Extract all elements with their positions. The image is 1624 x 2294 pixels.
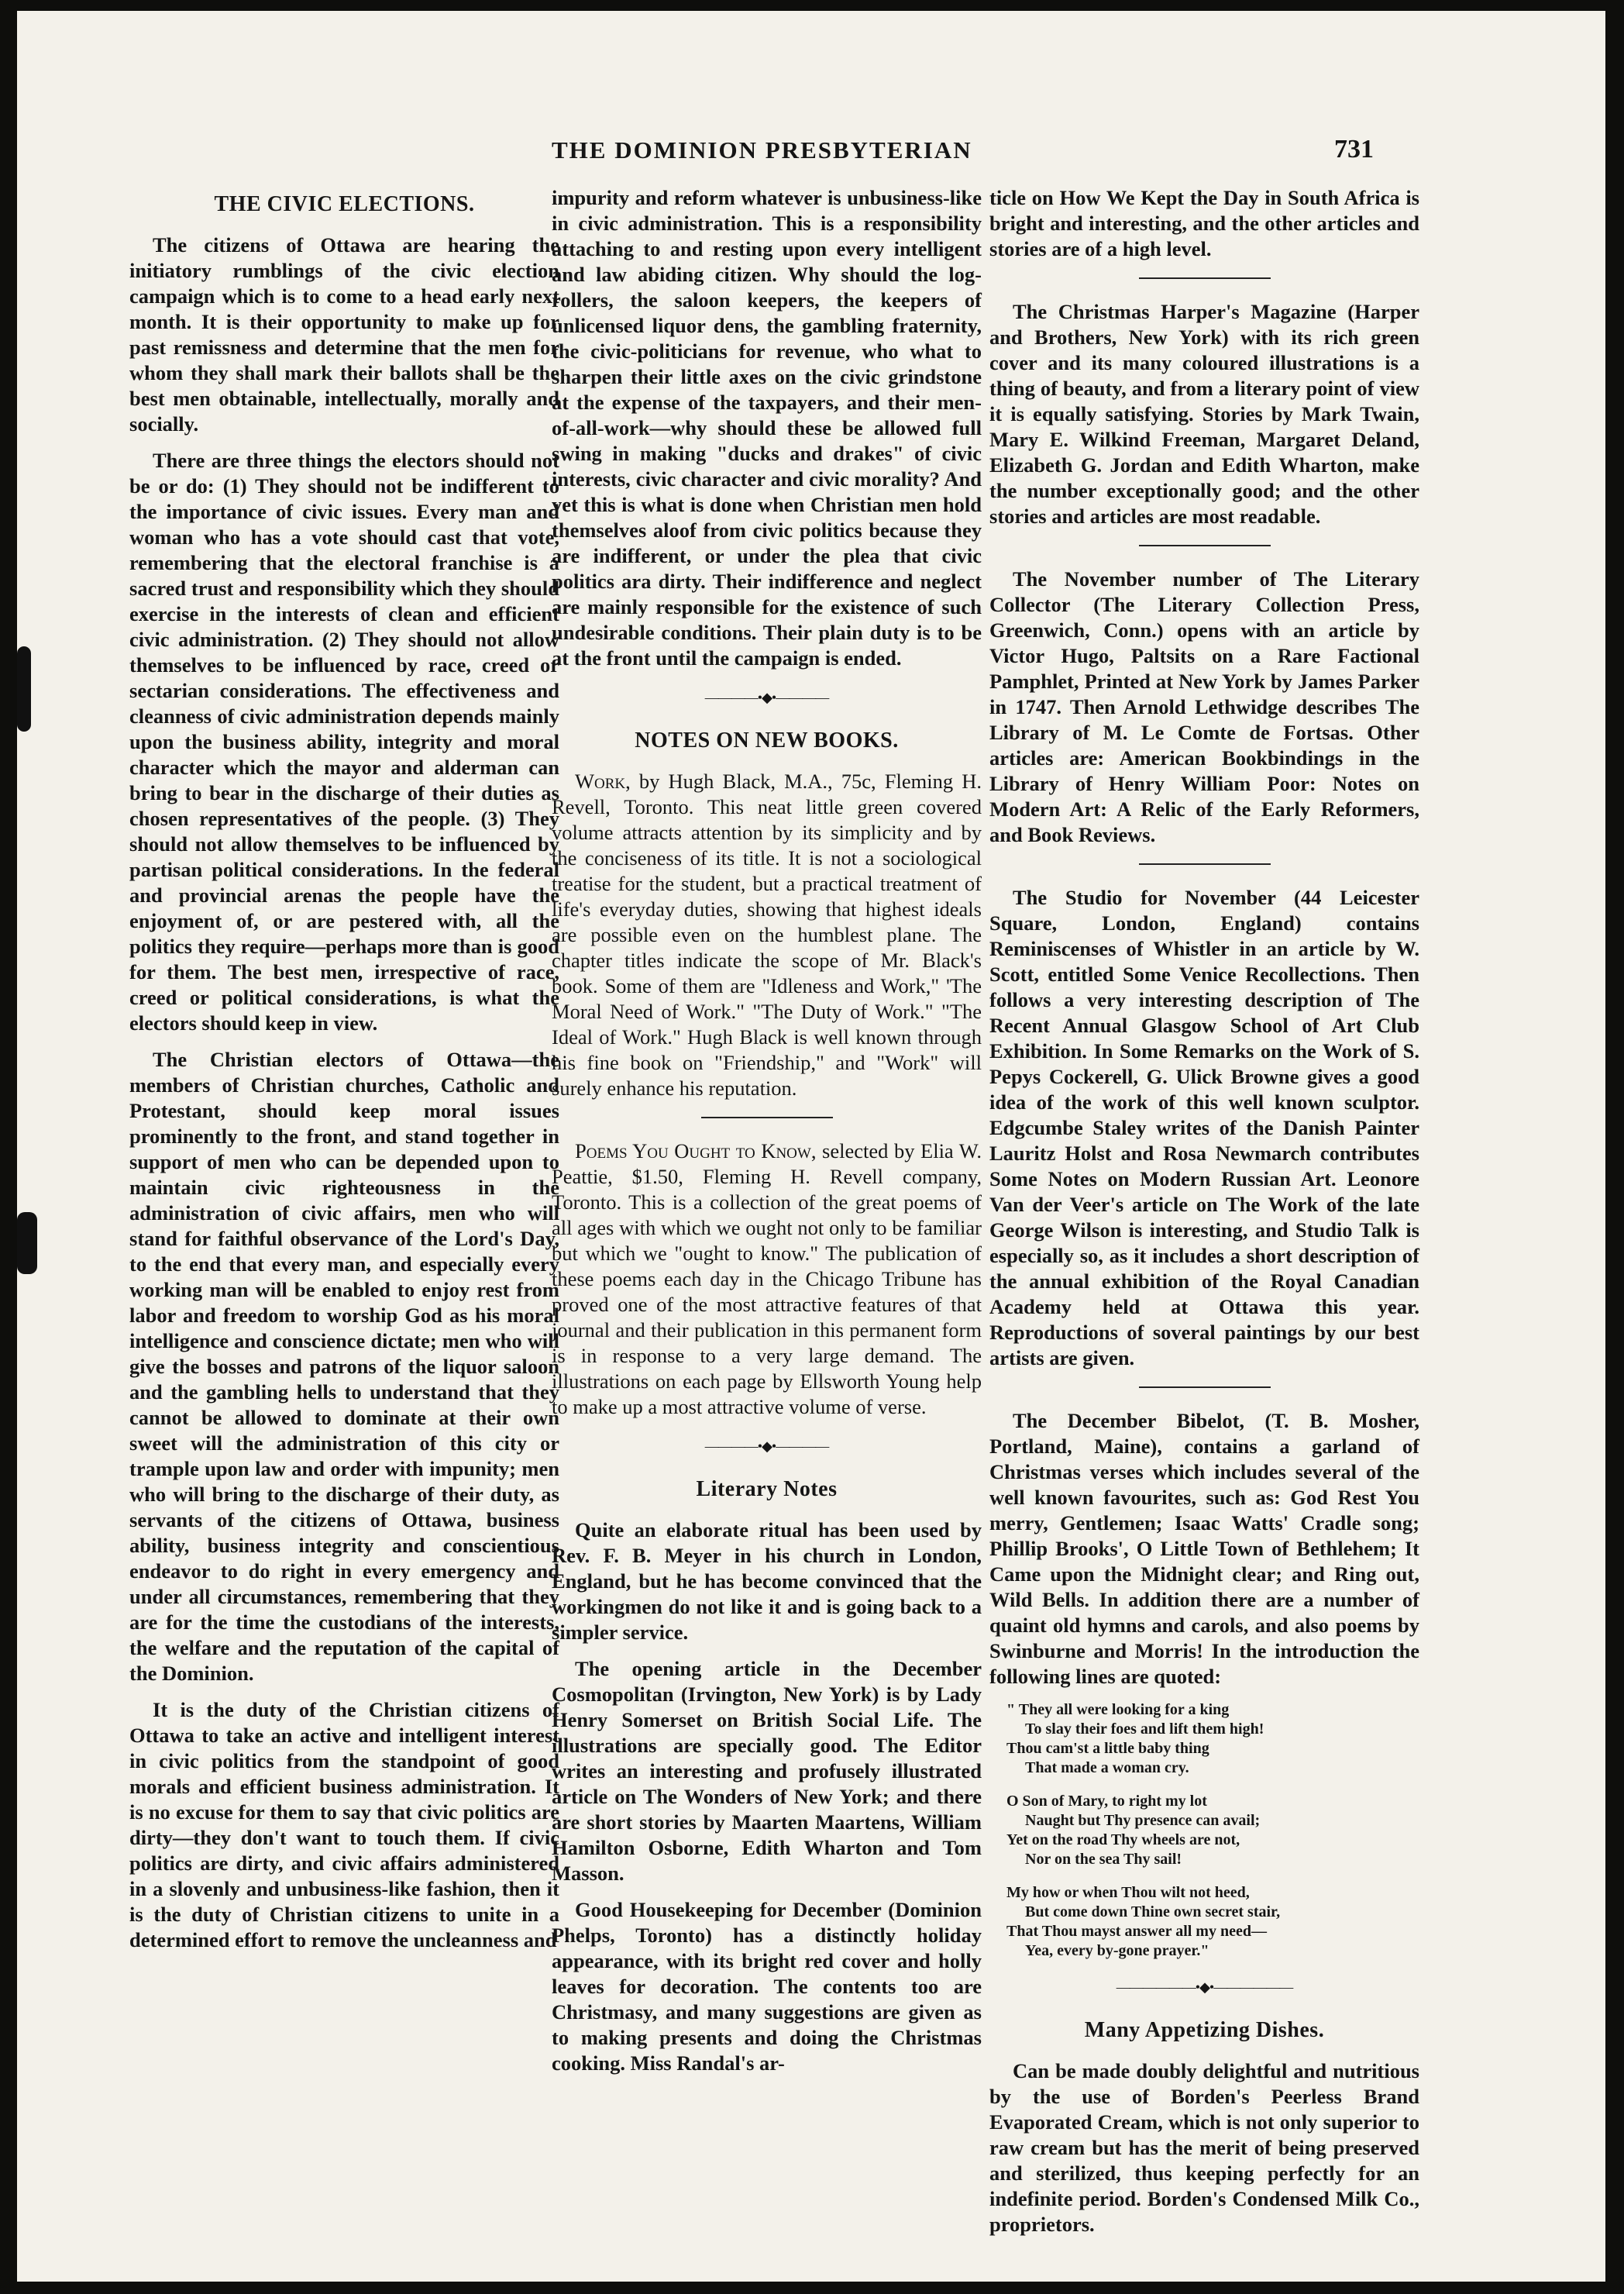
- divider-rule: [701, 1117, 833, 1118]
- magazine-note-bibelot: The December Bibelot, (T. B. Mosher, Portland, Maine), contains a garland of Christmas verses which includes several of the well known favourites, such as: God Rest You merry, Gentlemen; Isaac Watts' Cradle song; Phillip Brooks', O Little Town of Bethlehem; It Came upon the Midnight clear; and Ring out, Wild Bells. In addition there are a number of quaint old hymns and carols, and also poems by Swinburne and Morris! In the introduction the following lines are quoted:: [989, 1409, 1419, 1688]
- literary-note: Good Housekeeping for December (Dominion Phelps, Toronto) has a distinctly holiday appearance, with its bright red cover and holly leaves for decoration. The contents too are Christmasy, and many suggestions are given as to making presents and doing the Christmas cooking. Miss Randal's ar-: [552, 1898, 982, 2075]
- section-ornament: ——————•◆•——————: [1116, 1979, 1293, 1995]
- magazine-note-harpers: The Christmas Harper's Magazine (Harper and Brothers, New York) with its rich green cover and its many coloured illustrations is a thing of beauty, and from a literary point of view it is equally satisfying. Stories by Mark Twain, Mary E. Wilkind Freeman, Margaret Deland, Elizabeth G. Jordan and Edith Wharton, make the number exceptionally good; and the other stories and articles are most readable.: [989, 300, 1419, 528]
- poem-stanza: [1006, 1883, 1419, 1961]
- poem-line: Yet on the road Thy wheels are not,: [1006, 1831, 1240, 1848]
- column-magazine-notes: [989, 185, 1419, 2236]
- article-paragraph: The Christian electors of Ottawa—the members of Christian churches, Catholic and Protestant, should keep moral issues prominently to the front, and stand together in support of men who can be depended upon to maintain civic righteousness in the administration of civic affairs, men who will stand for faithful observance of the Lord's Day, to the end that every man, and especially every working man will be enabled to enjoy rest from labor and freedom to worship God as his moral intelligence and conscience dictate; men who will give the bosses and patrons of the liquor saloon and the gambling hells to understand that they cannot be allowed to dominate at their own sweet will the administration of this city or trample upon law and order with impunity; men who will bring to the discharge of their duty, as servants of the citizens of Ottawa, business ability, business integrity and conscientious endeavor to do right in every emergency and under all circumstances, remembering that they are for the time the custodians of the interests, the welfare and the reputation of the capital of the Dominion.: [129, 1048, 559, 1685]
- literary-note: Quite an elaborate ritual has been used by Rev. F. B. Meyer in his church in London, England, but he has become convinced that the workingmen do not like it and is going back to a simpler service.: [552, 1518, 982, 1644]
- poem-line: Naught but Thy presence can avail;: [1025, 1812, 1261, 1829]
- poem-line: " They all were looking for a king: [1006, 1701, 1230, 1718]
- section-heading-notes-on-new-books: NOTES ON NEW BOOKS.: [635, 728, 899, 753]
- poem-line: O Son of Mary, to right my lot: [1006, 1793, 1207, 1810]
- advertisement-text: Can be made doubly delightful and nutritious by the use of Borden's Peerless Brand Evaporated Cream, which is not only superior to raw cream but has the merit of being preserved and sterilized, thus keeping perfectly for an indefinite period. Borden's Condensed Milk Co., proprietors.: [989, 2059, 1419, 2236]
- poem-line: To slay their foes and lift them high!: [1025, 1720, 1264, 1738]
- magazine-note-literary-collector: The November number of The Literary Collector (The Literary Collection Press, Greenwich, Conn.) opens with an article by Victor Hugo, Paltsits on a Rare Factional Pamphlet, Printed at New York by James Parker in 1747. Then Arnold Lethwidge describes The Library of M. Le Comte de Fortsas. Other articles are: American Bookbindings in the Library of Henry William Poor: Notes on Modern Art: A Relic of the Early Reformers, and Book Reviews.: [989, 567, 1419, 846]
- book-review-text: selected by Elia W. Peattie, $1.50, Fleming H. Revell company, Toronto. This is a collection of the great poems of all ages with which we ought not only to be familiar but which we "ought to know." The publication of these poems each day in the Chicago Tribune has proved one of the most attractive features of that journal and their publication in this permanent form is in response to a very large demand. The illustrations on each page by Ellsworth Young help to make up a most attractive volume of verse.: [552, 1139, 982, 1418]
- book-title-poems: Poems You Ought to Know,: [575, 1139, 817, 1162]
- quoted-poem: [1006, 1700, 1419, 1961]
- poem-line: Thou cam'st a little baby thing: [1006, 1740, 1209, 1757]
- book-title-work: Work,: [575, 770, 631, 793]
- poem-line: That made a woman cry.: [1025, 1759, 1189, 1776]
- poem-line: But come down Thine own secret stair,: [1025, 1903, 1281, 1920]
- book-review-text: by Hugh Black, M.A., 75c, Fleming H. Revell, Toronto. This neat little green covered volume attracts attention by its simplicity and by the conciseness of its title. It is not a sociological treatise for the student, but a practical treatment of life's everyday duties, showing that highest ideals are possible even on the humblest plane. The chapter titles indicate the scope of Mr. Black's book. Some of them are "Idleness and Work," 'The Moral Need of Work." "The Duty of Work." "The Ideal of Work." Hugh Black is well known through his fine book on "Friendship," and "Work" will surely enhance his reputation.: [552, 770, 982, 1100]
- page-number: 731: [1334, 135, 1374, 164]
- note-continuation: ticle on How We Kept the Day in South Africa is bright and interesting, and the other articles and stories are of a high level.: [989, 186, 1419, 260]
- binding-mark-bottom: [17, 1212, 37, 1274]
- publication-title: THE DOMINION PRESBYTERIAN: [552, 136, 972, 164]
- column-notes-on-books: [552, 185, 982, 2169]
- ad-heading-appetizing-dishes: Many Appetizing Dishes.: [1084, 2018, 1325, 2042]
- binding-mark-top: [17, 646, 31, 732]
- literary-note: The opening article in the December Cosmopolitan (Irvington, New York) is by Lady Henry Somerset on British Social Life. The illustrations are specially good. The Editor writes an interesting and profusely illustrated article on The Wonders of New York; and there are short stories by Maarten Maartens, William Hamilton Osborne, Edith Wharton and Tom Masson.: [552, 1657, 982, 1885]
- article-paragraph: It is the duty of the Christian citizens of Ottawa to take an active and intelligent interest in civic politics from the standpoint of good morals and efficient business administration. It is no excuse for them to say that civic politics are dirty—they don't want to touch them. If civic politics are dirty, and civic affairs administered in a slovenly and unbusiness-like fashion, then it is the duty of Christian citizens to unite in a determined effort to remove the uncleanness and: [129, 1698, 559, 1951]
- newspaper-page: [17, 11, 1605, 2282]
- divider-rule: [1139, 1386, 1271, 1388]
- poem-line: Nor on the sea Thy sail!: [1025, 1851, 1182, 1868]
- poem-line: That Thou mayst answer all my need—: [1006, 1923, 1267, 1940]
- article-paragraph: The citizens of Ottawa are hearing the initiatory rumblings of the civic election campaign which is to come to a head early next month. It is their opportunity to make up for past remissness and determine that the men for whom they shall mark their ballots shall be the best men obtainable, intellectually, morally and socially.: [129, 233, 559, 436]
- poem-stanza: [1006, 1700, 1419, 1778]
- divider-rule: [1139, 545, 1271, 546]
- poem-line: Yea, every by-gone prayer.": [1025, 1942, 1209, 1959]
- section-ornament: ————•◆•————: [704, 690, 829, 705]
- article-paragraph: There are three things the electors should not be or do: (1) They should not be indifferent to the importance of civic issues. Every man and woman who has a vote should cast that vote, remembering that the electoral franchise is a sacred trust and responsibility which they should exercise in the interests of clean and efficient civic administration. (2) They should not allow themselves to be influenced by race, creed or sectarian considerations. The effectiveness and cleanness of civic administration depends mainly upon the business ability, integrity and moral character which the mayor and alderman can bring to bear in the discharge of their duties as chosen representatives of the people. (3) They should not allow themselves to be influenced by partisan political considerations. In the federal and provincial arenas the people have the enjoyment of, or are pestered with, all the politics they require—perhaps more than is good for them. The best men, irrespective of race, creed or political considerations, is what the electors should keep in view.: [129, 449, 559, 1035]
- book-review-work: [552, 769, 982, 1101]
- poem-stanza: [1006, 1792, 1419, 1869]
- book-review-poems: [552, 1138, 982, 1420]
- divider-rule: [1139, 277, 1271, 279]
- magazine-note-studio: The Studio for November (44 Leicester Square, London, England) contains Reminiscenses of Whistler in an article by W. Scott, entitled Some Venice Recollections. Then follows a very interesting description of The Recent Annual Glasgow School of Art Club Exhibition. In Some Remarks on the Work of S. Pepys Cockerell, G. Ulick Browne gives a good idea of the work of this well known sculptor. Edgcumbe Staley writes of the Danish Painter Lauritz Holst and Rosa Newmarch contributes Some Notes on Modern Russian Art. Leonore Van der Veer's article on The Work of the late George Wilson is interesting, and Studio Talk is especially so, as it includes a short description of the annual exhibition of the Royal Canadian Academy held at Ottawa this year. Reproductions of soveral paintings by our best artists are given.: [989, 886, 1419, 1369]
- section-heading-literary-notes: Literary Notes: [696, 1477, 838, 1501]
- article-continuation: impurity and reform whatever is unbusiness-like in civic administration. This is a responsibility attaching to and resting upon every intelligent and law abiding citizen. Why should the log-rollers, the saloon keepers, the keepers of unlicensed liquor dens, the gambling fraternity, the civic-politicians for revenue, who what to sharpen their little axes on the civic grindstone at the expense of the taxpayers, and their men-of-all-work—why should these be allowed full swing in making "ducks and drakes" of civic interests, civic character and civic morality? And yet this is what is done when Christian men hold themselves aloof from civic politics because they are indifferent, or under the plea that civic politics ara dirty. Their indifference and neglect are mainly responsible for the existence of such undesirable conditions. Their plain duty is to be at the front until the campaign is ended.: [552, 186, 982, 670]
- article-heading-civic-elections: THE CIVIC ELECTIONS.: [214, 192, 475, 216]
- section-ornament: ————•◆•————: [704, 1438, 829, 1454]
- page-header: [17, 127, 1605, 174]
- column-civic-elections: [129, 185, 559, 2169]
- divider-rule: [1139, 863, 1271, 865]
- poem-line: My how or when Thou wilt not heed,: [1006, 1884, 1250, 1901]
